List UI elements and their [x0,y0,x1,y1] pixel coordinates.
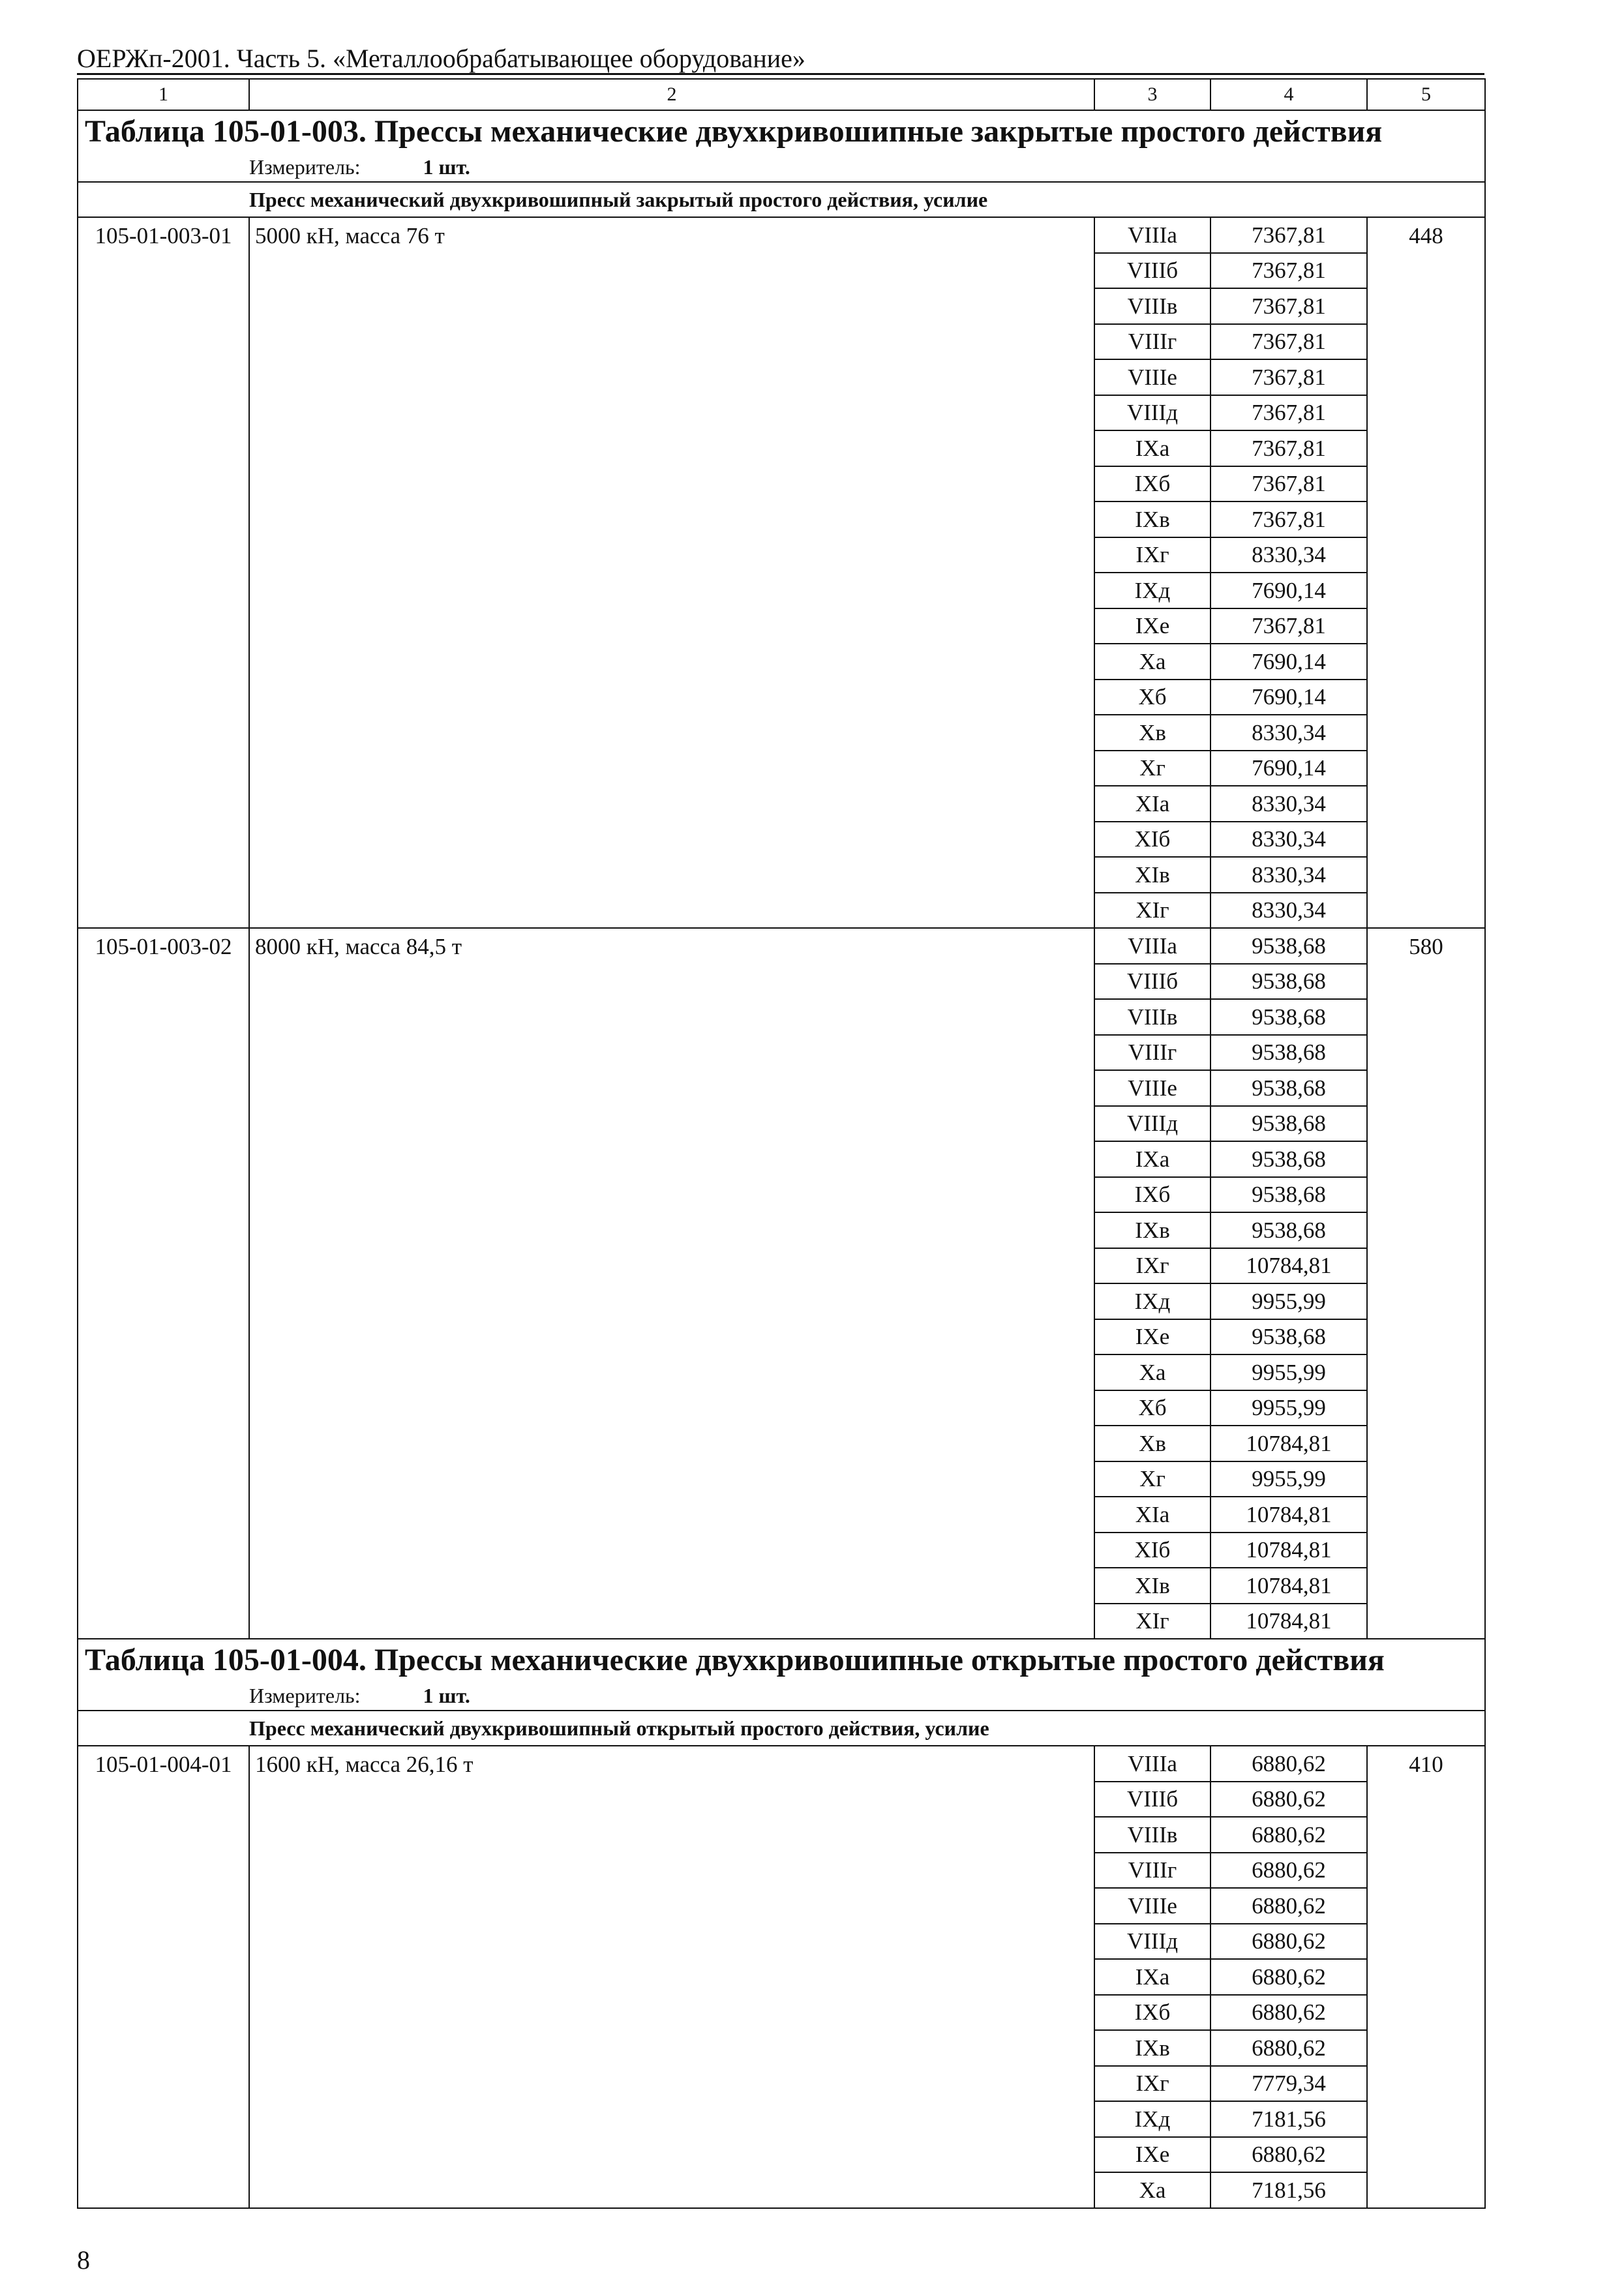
item-extra-value: 580 [1367,928,1485,1639]
price-value: 10784,81 [1210,1568,1367,1604]
price-value: 7367,81 [1210,359,1367,395]
region-code: XIв [1094,1568,1210,1604]
column-number: 1 [78,79,249,110]
price-value: 8330,34 [1210,786,1367,822]
price-value: 7690,14 [1210,680,1367,715]
region-code: VIIIг [1094,1035,1210,1071]
region-code: IXд [1094,2101,1210,2137]
region-code: VIIIв [1094,999,1210,1035]
price-value: 6880,62 [1210,2030,1367,2066]
region-code: Xа [1094,1354,1210,1390]
region-code: IXа [1094,430,1210,466]
region-code: Xа [1094,644,1210,680]
price-value: 6880,62 [1210,1782,1367,1818]
region-code: IXе [1094,1319,1210,1355]
region-code: Xг [1094,751,1210,786]
region-code: XIа [1094,1497,1210,1533]
price-value: 7690,14 [1210,751,1367,786]
region-code: IXв [1094,501,1210,537]
price-value: 9538,68 [1210,1319,1367,1355]
price-value: 7690,14 [1210,644,1367,680]
price-value: 9538,68 [1210,964,1367,1000]
price-value: 7367,81 [1210,608,1367,644]
price-value: 7367,81 [1210,466,1367,502]
item-extra-value: 410 [1367,1746,1485,2208]
price-value: 6880,62 [1210,1995,1367,2031]
region-code: VIIIд [1094,395,1210,431]
region-code: VIIIв [1094,288,1210,324]
column-number: 5 [1367,79,1485,110]
region-code: VIIIб [1094,1782,1210,1818]
region-code: IXе [1094,2137,1210,2173]
price-value: 9955,99 [1210,1354,1367,1390]
price-value: 8330,34 [1210,893,1367,929]
price-value: 9538,68 [1210,999,1367,1035]
price-value: 8330,34 [1210,537,1367,573]
price-value: 6880,62 [1210,2137,1367,2173]
price-value: 9538,68 [1210,1035,1367,1071]
region-code: VIIIа [1094,1746,1210,1782]
region-code: VIIIг [1094,1853,1210,1889]
subheading-row [78,1711,1485,1746]
item-description: 1600 кН, масса 26,16 т [249,1746,1094,2208]
price-value: 10784,81 [1210,1248,1367,1284]
table-row [78,928,1485,964]
unit-label: Измеритель: [249,1684,361,1707]
price-value: 9538,68 [1210,1106,1367,1142]
region-code: IXб [1094,1995,1210,2031]
region-code: IXе [1094,608,1210,644]
region-code: VIIIб [1094,253,1210,289]
price-value: 7367,81 [1210,324,1367,360]
region-code: VIIIг [1094,324,1210,360]
column-number-row [78,79,1485,110]
header-rule [77,73,1484,75]
region-code: IXа [1094,1959,1210,1995]
region-code: IXб [1094,1177,1210,1213]
region-code: VIIIе [1094,1888,1210,1924]
region-code: VIIIе [1094,1070,1210,1106]
price-value: 9955,99 [1210,1390,1367,1426]
price-value: 10784,81 [1210,1497,1367,1533]
price-value: 7367,81 [1210,395,1367,431]
region-code: Xб [1094,680,1210,715]
price-value: 7181,56 [1210,2101,1367,2137]
subheading: Пресс механический двухкривошипный закрытый простого действия, усилие [78,182,1485,217]
price-value: 6880,62 [1210,1959,1367,1995]
price-value: 7367,81 [1210,288,1367,324]
region-code: Xв [1094,1426,1210,1461]
table-title: Таблица 105-01-004. Прессы механические двухкривошипные открытые простого действия [78,1639,1485,1681]
price-value: 10784,81 [1210,1604,1367,1639]
price-value: 8330,34 [1210,715,1367,751]
region-code: VIIIа [1094,217,1210,253]
region-code: XIг [1094,1604,1210,1639]
price-value: 7367,81 [1210,253,1367,289]
table-row [78,217,1485,253]
price-value: 7181,56 [1210,2172,1367,2208]
region-code: XIв [1094,857,1210,893]
price-value: 6880,62 [1210,1746,1367,1782]
region-code: VIIIд [1094,1924,1210,1960]
price-value: 7779,34 [1210,2066,1367,2102]
column-number: 4 [1210,79,1367,110]
unit-row [78,153,1485,182]
price-value: 6880,62 [1210,1853,1367,1889]
unit-cell [78,1681,1485,1711]
region-code: XIб [1094,1533,1210,1568]
region-code: VIIIв [1094,1817,1210,1853]
item-description: 8000 кН, масса 84,5 т [249,928,1094,1639]
region-code: Xв [1094,715,1210,751]
price-value: 8330,34 [1210,857,1367,893]
table-body [78,79,1485,2208]
price-value: 6880,62 [1210,1924,1367,1960]
region-code: XIб [1094,822,1210,858]
price-value: 7367,81 [1210,501,1367,537]
unit-value: 1 шт. [423,155,470,179]
table-title-row [78,1639,1485,1681]
column-number: 3 [1094,79,1210,110]
price-value: 9538,68 [1210,928,1367,964]
region-code: IXв [1094,1212,1210,1248]
price-value: 9955,99 [1210,1283,1367,1319]
price-value: 7367,81 [1210,430,1367,466]
region-code: VIIIа [1094,928,1210,964]
region-code: Xг [1094,1461,1210,1497]
unit-label: Измеритель: [249,155,361,179]
region-code: IXб [1094,466,1210,502]
price-value: 9538,68 [1210,1212,1367,1248]
region-code: Xа [1094,2172,1210,2208]
region-code: IXг [1094,1248,1210,1284]
price-value: 9538,68 [1210,1070,1367,1106]
unit-cell [78,153,1485,182]
item-code: 105-01-003-02 [78,928,249,1639]
subheading: Пресс механический двухкривошипный открытый простого действия, усилие [78,1711,1485,1746]
unit-value: 1 шт. [423,1684,470,1707]
table-title: Таблица 105-01-003. Прессы механические двухкривошипные закрытые простого действия [78,110,1485,153]
price-value: 6880,62 [1210,1817,1367,1853]
table-row [78,1746,1485,1782]
price-value: 8330,34 [1210,822,1367,858]
table-title-row [78,110,1485,153]
price-value: 9538,68 [1210,1177,1367,1213]
price-value: 6880,62 [1210,1888,1367,1924]
region-code: IXг [1094,537,1210,573]
price-value: 10784,81 [1210,1533,1367,1568]
region-code: IXв [1094,2030,1210,2066]
price-value: 7690,14 [1210,573,1367,608]
region-code: Xб [1094,1390,1210,1426]
region-code: VIIIб [1094,964,1210,1000]
item-code: 105-01-003-01 [78,217,249,928]
region-code: IXд [1094,573,1210,608]
price-table [77,78,1486,2209]
subheading-row [78,182,1485,217]
region-code: IXд [1094,1283,1210,1319]
page-number: 8 [77,2245,90,2275]
price-value: 7367,81 [1210,217,1367,253]
price-value: 9955,99 [1210,1461,1367,1497]
region-code: IXг [1094,2066,1210,2102]
region-code: XIа [1094,786,1210,822]
region-code: VIIIе [1094,359,1210,395]
page-header: ОЕРЖп-2001. Часть 5. «Металлообрабатывающее оборудование» [77,44,805,73]
item-code: 105-01-004-01 [78,1746,249,2208]
region-code: VIIIд [1094,1106,1210,1142]
unit-row [78,1681,1485,1711]
column-number: 2 [249,79,1094,110]
item-extra-value: 448 [1367,217,1485,928]
region-code: IXа [1094,1141,1210,1177]
item-description: 5000 кН, масса 76 т [249,217,1094,928]
region-code: XIг [1094,893,1210,929]
price-value: 9538,68 [1210,1141,1367,1177]
price-value: 10784,81 [1210,1426,1367,1461]
